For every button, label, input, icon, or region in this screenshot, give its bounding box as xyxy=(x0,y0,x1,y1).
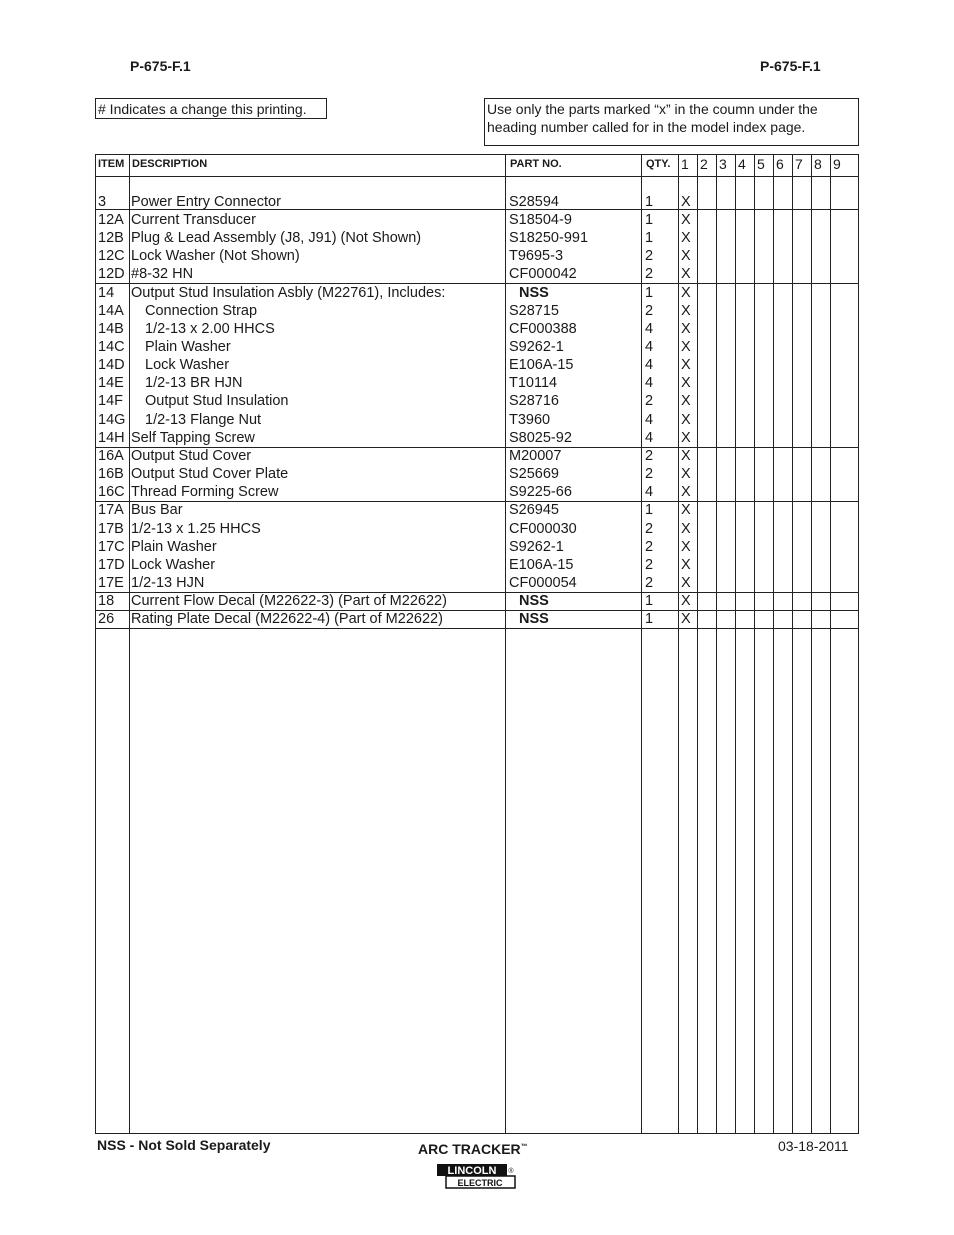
part-number: E106A-15 xyxy=(509,357,574,373)
model-1-mark: X xyxy=(681,521,691,537)
table-row xyxy=(96,392,858,410)
part-number: CF000042 xyxy=(509,266,577,282)
item-number: 16B xyxy=(98,466,124,482)
part-number: T3960 xyxy=(509,412,551,428)
quantity: 2 xyxy=(645,466,654,482)
quantity: 2 xyxy=(645,393,654,409)
part-number: E106A-15 xyxy=(509,557,574,573)
table-row xyxy=(96,592,858,610)
part-number: S8025-92 xyxy=(509,430,572,446)
quantity: 4 xyxy=(645,357,654,373)
logo-lincoln-text: LINCOLN xyxy=(447,1165,497,1177)
change-note: # Indicates a change this printing. xyxy=(95,98,327,119)
item-description: Plain Washer xyxy=(145,339,231,355)
item-number: 18 xyxy=(98,593,115,609)
model-1-mark: X xyxy=(681,412,691,428)
table-row xyxy=(96,574,858,592)
quantity: 4 xyxy=(645,321,654,337)
model-1-mark: X xyxy=(681,593,691,609)
part-number: NSS xyxy=(519,593,549,609)
header-model-1: 1 xyxy=(681,156,689,172)
model-1-mark: X xyxy=(681,230,691,246)
item-description: 1/2-13 HJN xyxy=(131,575,205,591)
model-1-mark: X xyxy=(681,575,691,591)
part-number: S18250-991 xyxy=(509,230,589,246)
parts-table xyxy=(95,154,859,1134)
trademark-symbol: ™ xyxy=(520,1143,528,1151)
header-item: ITEM xyxy=(98,158,125,170)
item-description: Output Stud Cover xyxy=(131,448,252,464)
item-number: 12D xyxy=(98,266,125,282)
product-title xyxy=(418,1141,528,1157)
quantity: 1 xyxy=(645,502,654,518)
item-description: Power Entry Connector xyxy=(131,194,281,210)
part-number: M20007 xyxy=(509,448,562,464)
item-number: 16C xyxy=(98,484,125,500)
quantity: 1 xyxy=(645,285,654,301)
item-description: 1/2-13 BR HJN xyxy=(145,375,243,391)
quantity: 1 xyxy=(645,212,654,228)
quantity: 4 xyxy=(645,484,654,500)
header-model-3: 3 xyxy=(719,156,727,172)
table-row xyxy=(96,211,858,229)
model-1-mark: X xyxy=(681,212,691,228)
table-row xyxy=(96,302,858,320)
table-row xyxy=(96,556,858,574)
header-model-9: 9 xyxy=(833,156,841,172)
model-1-mark: X xyxy=(681,339,691,355)
part-number: S9262-1 xyxy=(509,339,564,355)
model-1-mark: X xyxy=(681,248,691,264)
table-row xyxy=(96,447,858,465)
model-1-mark: X xyxy=(681,557,691,573)
quantity: 1 xyxy=(645,611,654,627)
item-number: 17B xyxy=(98,521,124,537)
item-description: Plug & Lead Assembly (J8, J91) (Not Shown) xyxy=(131,230,422,246)
model-1-mark: X xyxy=(681,393,691,409)
header-qty: QTY. xyxy=(646,158,671,170)
item-number: 12B xyxy=(98,230,124,246)
item-number: 26 xyxy=(98,611,115,627)
model-1-mark: X xyxy=(681,303,691,319)
item-description: Thread Forming Screw xyxy=(131,484,279,500)
item-number: 14H xyxy=(98,430,125,446)
table-row xyxy=(96,284,858,302)
table-row xyxy=(96,320,858,338)
table-row xyxy=(96,374,858,392)
item-number: 14 xyxy=(98,285,115,301)
item-description: Self Tapping Screw xyxy=(131,430,255,446)
part-number: CF000388 xyxy=(509,321,577,337)
item-description: Rating Plate Decal (M22622-4) (Part of M22622) xyxy=(131,611,443,627)
header-part-no: PART NO. xyxy=(510,158,562,170)
item-description: Lock Washer xyxy=(145,357,230,373)
part-number: T9695-3 xyxy=(509,248,564,264)
part-number: CF000054 xyxy=(509,575,577,591)
item-description: 1/2-13 x 1.25 HHCS xyxy=(131,521,261,537)
part-number: S28715 xyxy=(509,303,559,319)
quantity: 2 xyxy=(645,521,654,537)
part-number: S25669 xyxy=(509,466,559,482)
item-description: #8-32 HN xyxy=(131,266,194,282)
table-row xyxy=(96,338,858,356)
part-number: NSS xyxy=(519,611,549,627)
item-description: Plain Washer xyxy=(131,539,217,555)
quantity: 2 xyxy=(645,539,654,555)
model-1-mark: X xyxy=(681,502,691,518)
header-description: DESCRIPTION xyxy=(132,158,208,170)
item-description: Lock Washer (Not Shown) xyxy=(131,248,300,264)
table-row xyxy=(96,356,858,374)
header-model-8: 8 xyxy=(814,156,822,172)
item-number: 14F xyxy=(98,393,123,409)
item-description: Output Stud Insulation xyxy=(145,393,289,409)
item-description: Connection Strap xyxy=(145,303,258,319)
quantity: 2 xyxy=(645,266,654,282)
quantity: 2 xyxy=(645,575,654,591)
quantity: 4 xyxy=(645,430,654,446)
part-number: CF000030 xyxy=(509,521,577,537)
part-number: S9225-66 xyxy=(509,484,572,500)
print-date: 03-18-2011 xyxy=(778,1138,849,1154)
item-description: Output Stud Insulation Asbly (M22761), Includes: xyxy=(131,285,446,301)
item-number: 14A xyxy=(98,303,124,319)
part-number: S26945 xyxy=(509,502,559,518)
part-number: T10114 xyxy=(509,375,558,391)
item-number: 14B xyxy=(98,321,124,337)
item-number: 3 xyxy=(98,194,107,210)
table-row xyxy=(96,501,858,519)
table-row xyxy=(96,265,858,283)
item-number: 14E xyxy=(98,375,124,391)
table-row xyxy=(96,229,858,247)
model-1-mark: X xyxy=(681,539,691,555)
quantity: 4 xyxy=(645,339,654,355)
header-model-4: 4 xyxy=(738,156,746,172)
table-row xyxy=(96,483,858,501)
quantity: 4 xyxy=(645,412,654,428)
quantity: 1 xyxy=(645,194,654,210)
model-1-mark: X xyxy=(681,357,691,373)
model-1-mark: X xyxy=(681,448,691,464)
header-model-6: 6 xyxy=(776,156,784,172)
lincoln-electric-logo xyxy=(436,1163,516,1189)
item-number: 17C xyxy=(98,539,125,555)
item-description: 1/2-13 Flange Nut xyxy=(145,412,262,428)
model-1-mark: X xyxy=(681,466,691,482)
item-number: 17A xyxy=(98,502,124,518)
table-row xyxy=(96,193,858,211)
table-row xyxy=(96,538,858,556)
item-number: 14D xyxy=(98,357,125,373)
header-model-7: 7 xyxy=(795,156,803,172)
part-number: S18504-9 xyxy=(509,212,572,228)
quantity: 2 xyxy=(645,448,654,464)
logo-registered-mark: ® xyxy=(508,1168,514,1175)
item-description: Lock Washer xyxy=(131,557,216,573)
page-code-left: P-675-F.1 xyxy=(130,58,191,74)
table-row xyxy=(96,247,858,265)
part-number: NSS xyxy=(519,285,549,301)
quantity: 1 xyxy=(645,593,654,609)
product-name: ARC TRACKER xyxy=(418,1141,521,1157)
quantity: 2 xyxy=(645,303,654,319)
header-model-5: 5 xyxy=(757,156,765,172)
page-code-right: P-675-F.1 xyxy=(760,58,821,74)
quantity: 1 xyxy=(645,230,654,246)
part-number: S28594 xyxy=(509,194,559,210)
item-number: 17D xyxy=(98,557,125,573)
item-number: 12C xyxy=(98,248,125,264)
part-number: S28716 xyxy=(509,393,559,409)
item-number: 17E xyxy=(98,575,124,591)
quantity: 4 xyxy=(645,375,654,391)
table-row xyxy=(96,520,858,538)
model-index-note: Use only the parts marked “x” in the coumn under the heading number called for in the model index page. xyxy=(484,98,859,146)
item-description: Bus Bar xyxy=(131,502,183,518)
model-1-mark: X xyxy=(681,430,691,446)
model-1-mark: X xyxy=(681,321,691,337)
table-row xyxy=(96,411,858,429)
table-row xyxy=(96,429,858,447)
model-1-mark: X xyxy=(681,611,691,627)
item-description: Output Stud Cover Plate xyxy=(131,466,289,482)
item-number: 14C xyxy=(98,339,125,355)
header-model-2: 2 xyxy=(700,156,708,172)
quantity: 2 xyxy=(645,248,654,264)
table-row xyxy=(96,610,858,628)
table-row xyxy=(96,465,858,483)
model-1-mark: X xyxy=(681,484,691,500)
part-number: S9262-1 xyxy=(509,539,564,555)
item-number: 14G xyxy=(98,412,126,428)
item-number: 12A xyxy=(98,212,124,228)
item-description: Current Flow Decal (M22622-3) (Part of M22622) xyxy=(131,593,447,609)
item-number: 16A xyxy=(98,448,124,464)
quantity: 2 xyxy=(645,557,654,573)
model-1-mark: X xyxy=(681,194,691,210)
logo-electric-text: ELECTRIC xyxy=(457,1178,503,1188)
item-description: 1/2-13 x 2.00 HHCS xyxy=(145,321,275,337)
model-1-mark: X xyxy=(681,266,691,282)
model-1-mark: X xyxy=(681,285,691,301)
item-description: Current Transducer xyxy=(131,212,256,228)
nss-footnote: NSS - Not Sold Separately xyxy=(97,1137,271,1153)
model-1-mark: X xyxy=(681,375,691,391)
